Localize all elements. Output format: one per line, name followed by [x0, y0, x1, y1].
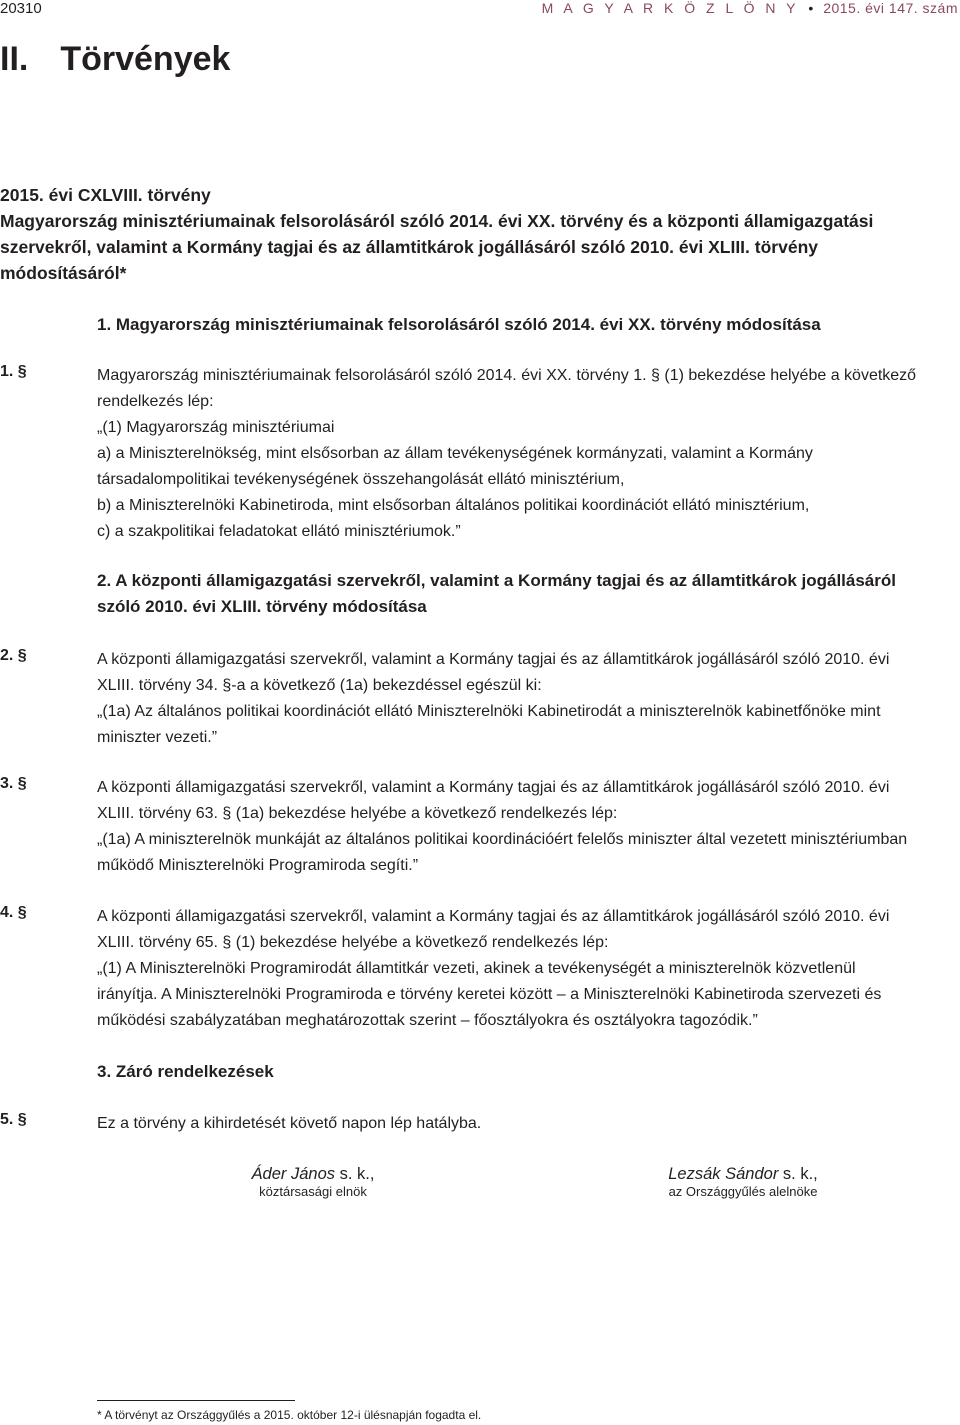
section-1-body: [97, 363, 959, 545]
chapter-title: Törvények: [60, 40, 231, 78]
text-line: Ez a törvény a kihirdetését követő napon lép hatályba.: [97, 1115, 482, 1132]
quote-line: a) a Miniszterelnökség, mint elsősorban az állam tevékenységének kormányzati, valamint a Kormány: [97, 445, 813, 462]
quote-line: „(1a) Az általános politikai koordinációt ellátó Miniszterelnöki Kabinetirodát a miniszterelnök kabinetfőnöke mint: [97, 703, 881, 720]
subtitle-line: szóló 2010. évi XLIII. törvény módosítása: [97, 597, 427, 616]
section-4-body: [97, 904, 959, 1034]
section-number-2: 2. §: [0, 647, 27, 664]
chapter-heading: [0, 40, 230, 79]
header-bullet: •: [808, 0, 814, 16]
text-line: A központi államigazgatási szervekről, valamint a Kormány tagjai és az államtitkárok jogállásáról szóló 2010. évi: [97, 908, 890, 925]
text-line: A központi államigazgatási szervekről, valamint a Kormány tagjai és az államtitkárok jogállásáról szóló 2010. évi: [97, 651, 890, 668]
text-line: A központi államigazgatási szervekről, valamint a Kormány tagjai és az államtitkárok jogállásáról szóló 2010. évi: [97, 779, 890, 796]
law-title-line: 2015. évi CXLVIII. törvény: [0, 185, 211, 205]
quote-line: „(1) Magyarország minisztériumai: [97, 419, 335, 436]
issue-number: 2015. évi 147. szám: [823, 0, 958, 16]
subtitle-2: [97, 568, 896, 620]
section-5-body: [97, 1111, 959, 1137]
text-line: XLIII. törvény 34. §-a a következő (1a) bekezdéssel egészül ki:: [97, 677, 542, 694]
text-line: XLIII. törvény 63. § (1a) bekezdése helyébe a következő rendelkezés lép:: [97, 805, 618, 822]
quote-line: működő Miniszterelnöki Programiroda segíti.”: [97, 857, 419, 874]
quote-line: b) a Miniszterelnöki Kabinetiroda, mint elsősorban általános politikai koordinációt ellátó minisztérium,: [97, 497, 810, 514]
text-line: rendelkezés lép:: [97, 393, 214, 410]
signature-suffix: s. k.,: [335, 1165, 375, 1183]
footnote-separator: [97, 1400, 295, 1401]
quote-line: miniszter vezeti.”: [97, 729, 218, 746]
signature-left: [213, 1165, 413, 1199]
quote-line: „(1) A Miniszterelnöki Programirodát államtitkár vezeti, akinek a tevékenységét a miniszterelnök közvetlenül: [97, 960, 856, 977]
signatory-title: az Országgyűlés alelnöke: [668, 1184, 818, 1199]
quote-line: c) a szakpolitikai feladatokat ellátó minisztériumok.”: [97, 523, 461, 540]
section-number-5: 5. §: [0, 1111, 27, 1128]
signatory-name: Áder János: [251, 1165, 336, 1183]
chapter-number: II.: [0, 40, 29, 78]
text-line: Magyarország minisztériumainak felsorolásáról szóló 2014. évi XX. törvény 1. § (1) bekezdése helyébe a következő: [97, 367, 917, 384]
subtitle-1: 1. Magyarország minisztériumainak felsorolásáról szóló 2014. évi XX. törvény módosítása: [97, 315, 821, 334]
signature-right: [628, 1165, 858, 1199]
quote-line: irányítja. A Miniszterelnöki Programiroda e törvény keretei között – a Miniszterelnöki Kabinetiroda szervezeti és: [97, 986, 882, 1003]
section-number-4: 4. §: [0, 904, 27, 921]
section-number-1: 1. §: [0, 363, 27, 380]
section-number-3: 3. §: [0, 775, 27, 792]
journal-name: M A G Y A R K Ö Z L Ö N Y: [541, 0, 800, 16]
footnote: * A törvényt az Országgyűlés a 2015. október 12-i ülésnapján fogadta el.: [97, 1408, 482, 1422]
quote-line: „(1a) A miniszterelnök munkáját az általános politikai koordinációért felelős miniszter által vezetett minisztériumban: [97, 831, 908, 848]
subtitle-line: 2. A központi államigazgatási szervekről, valamint a Kormány tagjai és az államtitkárok jogállásáról: [97, 571, 896, 590]
law-title: [0, 182, 960, 286]
quote-line: társadalompolitikai tevékenységének összehangolását ellátó minisztérium,: [97, 471, 625, 488]
law-title-line: módosításáról*: [0, 263, 127, 283]
law-title-line: Magyarország minisztériumainak felsorolásáról szóló 2014. évi XX. törvény és a központi államigazgatási: [0, 211, 874, 231]
running-header: [542, 0, 958, 16]
subtitle-3: 3. Záró rendelkezések: [97, 1062, 274, 1081]
text-line: XLIII. törvény 65. § (1) bekezdése helyébe a következő rendelkezés lép:: [97, 934, 609, 951]
signatory-name: Lezsák Sándor: [668, 1165, 779, 1183]
page-number: 20310: [0, 0, 42, 17]
signatory-title: köztársasági elnök: [259, 1184, 367, 1199]
signature-suffix: s. k.,: [778, 1165, 818, 1183]
quote-line: működési szabályzatában meghatározottak szerint – főosztályokra és osztályokra tagozódik.”: [97, 1012, 758, 1029]
section-2-body: [97, 647, 959, 751]
section-3-body: [97, 775, 959, 879]
law-title-line: szervekről, valamint a Kormány tagjai és az államtitkárok jogállásáról szóló 2010. évi XLIII. törvény: [0, 237, 818, 257]
